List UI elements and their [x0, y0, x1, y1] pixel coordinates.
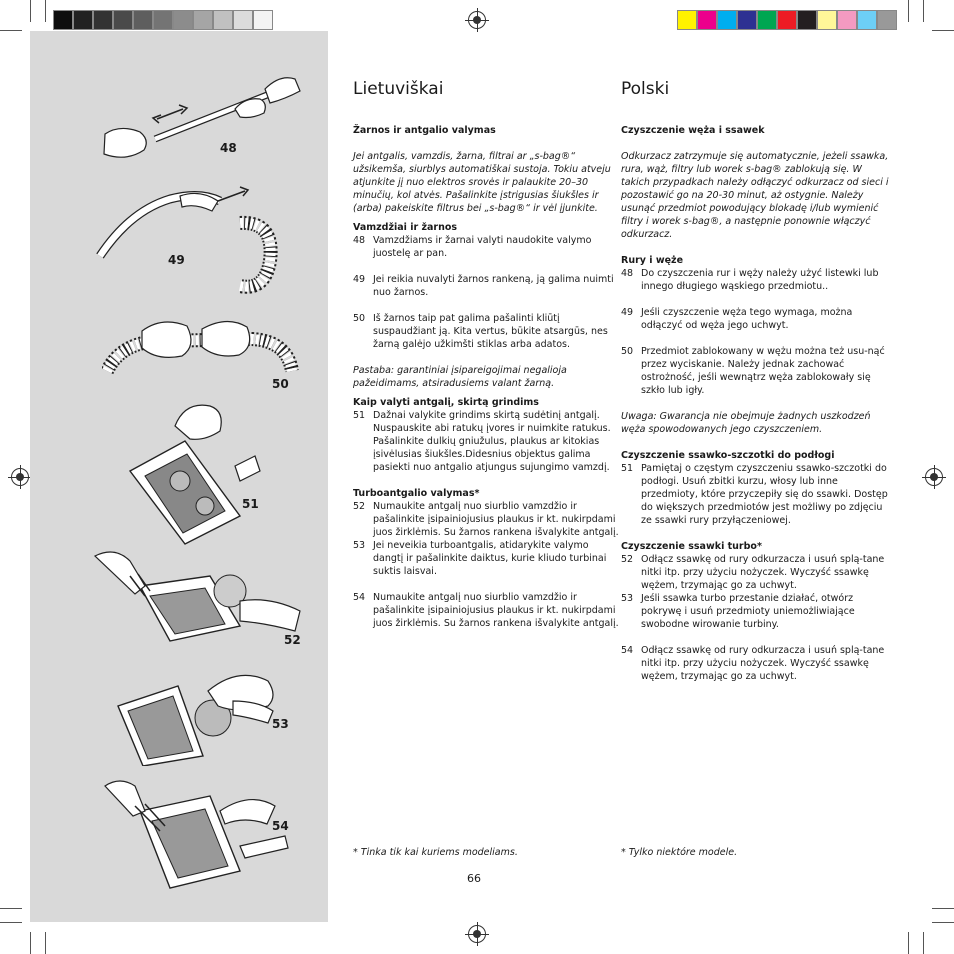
illustration-panel	[30, 31, 328, 922]
list-item: 53 Jeśli ssawka turbo przestanie działać, otwórz pokrywę i usuń przedmioty uniemożliwiające swobodne wirowanie turbiny.	[621, 593, 855, 630]
crop-mark	[30, 0, 31, 22]
crop-mark	[0, 908, 22, 909]
color-swatch	[777, 10, 797, 30]
crop-mark	[45, 932, 46, 954]
registration-mark-icon	[925, 468, 943, 486]
hose-squeeze-blockage-icon	[102, 311, 302, 381]
list-item: 54 Odłącz ssawkę od rury odkurzacza i usuń splą-tane nitki itp. przy użyciu nożyczek. Wyczyść ssawkę wężem, trzymając go za uchwyt.	[621, 645, 885, 682]
section-heading: Žarnos ir antgalio valymas	[353, 125, 496, 136]
footnote: * Tylko niektóre modele.	[621, 847, 738, 858]
crop-mark	[45, 0, 46, 22]
list-item: 51 Pamiętaj o częstym czyszczeniu ssawko-szczotki do podłogi. Usuń zbitki kurzu, włosy lub inne przedmioty, które przyczepiły się do ssawki. Dostęp do większych przedmiotów jest możliwy po zdjęciu ze ssawki rury przyłączeniowej.	[621, 463, 888, 526]
registration-mark-icon	[11, 468, 29, 486]
color-swatch	[697, 10, 717, 30]
color-swatch	[173, 10, 193, 30]
section-heading: Vamzdžiai ir žarnos	[353, 222, 458, 233]
crop-mark	[908, 932, 909, 954]
intro-paragraph: Odkurzacz zatrzymuje się automatycznie, jeżeli ssawka, rura, wąż, filtry lub worek s-bag® zablokują się. W takich przypadkach należy odłączyć odkurzacz od sieci i pozostawić go na 20-30 minut, aż ostygnie. Należy usunąć przedmiot powodujący blokadę i/lub wymienić filtry i worek s-bag®, a następnie ponownie włączyć odkurzacz.	[621, 151, 889, 240]
color-swatch	[153, 10, 173, 30]
polish-title: Polski	[621, 79, 670, 99]
intro-paragraph: Jei antgalis, vamzdis, žarna, filtrai ar „s-bag®“ užsikemša, siurblys automatiškai sustoja. Tokiu atveju atjunkite jį nuo elektros srovės ir palaukite 20–30 minučių, kol atvės. Pašalinkite įstrigusias šiukšles ir (arba) pakeiskite filtrus bei „s-bag®“ ir vėl įjunkite.	[353, 151, 611, 214]
hose-wand-pull-apart-icon	[95, 69, 335, 169]
color-swatch	[93, 10, 113, 30]
color-swatch	[213, 10, 233, 30]
registration-mark-icon	[468, 925, 486, 943]
figure-number-54: 54	[272, 819, 289, 833]
list-item: 48 Vamzdžiams ir žarnai valyti naudokite valymo juostelę ar pan.	[353, 235, 592, 259]
lithuanian-column	[353, 78, 621, 630]
note-paragraph: Pastaba: garantiniai įsipareigojimai negalioja pažeidimams, atsiradusiems valant žarną.	[353, 365, 567, 389]
color-swatch	[877, 10, 897, 30]
color-swatch	[817, 10, 837, 30]
color-swatch	[133, 10, 153, 30]
color-swatch	[757, 10, 777, 30]
list-item: 50 Iš žarnos taip pat galima pašalinti kliūtį suspaudžiant ją. Kita vertus, būkite atsargūs, nes žarną galėjo užkimšti stiklas arba adatos.	[353, 313, 608, 350]
crop-mark	[932, 908, 954, 909]
crop-mark	[0, 922, 22, 923]
color-swatch	[797, 10, 817, 30]
list-item: 52 Numaukite antgalį nuo siurblio vamzdžio ir pašalinkite įsipainiojusius plaukus ir kt. nukirpdami juos žirklėmis. Su žarnos rankena išvalykite antgalį.	[353, 501, 619, 538]
section-heading: Kaip valyti antgalį, skirtą grindims	[353, 397, 539, 408]
color-swatch	[53, 10, 73, 30]
list-item: 49 Jei reikia nuvalyti žarnos rankeną, ją galima nuimti nuo žarnos.	[353, 274, 614, 298]
crop-mark	[932, 922, 954, 923]
hose-handle-pull-apart-icon	[90, 181, 310, 301]
color-swatch	[233, 10, 253, 30]
color-swatch	[717, 10, 737, 30]
turbo-nozzle-scissors-icon	[100, 776, 290, 891]
page-number: 66	[467, 872, 481, 885]
color-swatch	[113, 10, 133, 30]
crop-mark	[0, 30, 22, 31]
list-item: 53 Jei neveikia turboantgalis, atidarykite valymo dangtį ir pašalinkite daiktus, kurie kliudo turbinai suktis laisvai.	[353, 540, 607, 577]
color-swatch	[837, 10, 857, 30]
section-heading: Czyszczenie ssawki turbo*	[621, 541, 762, 552]
figure-number-49: 49	[168, 253, 185, 267]
list-item: 48 Do czyszczenia rur i węży należy użyć listewki lub innego długiego wąskiego przedmiotu..	[621, 268, 879, 292]
section-heading: Rury i węże	[621, 255, 684, 266]
section-heading: Turboantgalio valymas*	[353, 488, 480, 499]
color-swatch	[857, 10, 877, 30]
color-swatch	[677, 10, 697, 30]
registration-mark-icon	[468, 11, 486, 29]
list-item: 50 Przedmiot zablokowany w wężu można też usu-nąć przez wyciskanie. Należy jednak zachować ostrożność, jeśli wewnątrz węża zablokowały się szkło lub igły.	[621, 346, 885, 396]
list-item: 49 Jeśli czyszczenie węża tego wymaga, można odłączyć od węża jego uchwyt.	[621, 307, 853, 331]
turbo-nozzle-clean-turbine-icon	[108, 656, 288, 766]
figure-number-53: 53	[272, 717, 289, 731]
color-swatch	[737, 10, 757, 30]
list-item: 54 Numaukite antgalį nuo siurblio vamzdžio ir pašalinkite įsipainiojusius plaukus ir kt. nukirpdami juos žirklėmis. Su žarnos rankena išvalykite antgalį.	[353, 592, 619, 629]
floor-nozzle-wheels-icon	[125, 396, 265, 546]
figure-number-50: 50	[272, 377, 289, 391]
list-item: 52 Odłącz ssawkę od rury odkurzacza i usuń splą-tane nitki itp. przy użyciu nożyczek. Wyczyść ssawkę wężem, trzymając go za uchwyt.	[621, 554, 885, 591]
section-heading: Czyszczenie ssawko-szczotki do podłogi	[621, 450, 835, 461]
crop-mark	[908, 0, 909, 22]
crop-mark	[923, 0, 924, 22]
cmyk-color-bar	[677, 10, 897, 30]
section-heading: Czyszczenie węża i ssawek	[621, 125, 765, 136]
crop-mark	[932, 30, 954, 31]
grayscale-color-bar	[53, 10, 273, 30]
note-paragraph: Uwaga: Gwarancja nie obejmuje żadnych uszkodzeń węża spowodowanych jego czyszczeniem.	[621, 411, 871, 435]
figure-number-52: 52	[284, 633, 301, 647]
figure-number-51: 51	[242, 497, 259, 511]
list-item: 51 Dažnai valykite grindims skirtą sudėtinį antgalį. Nuspauskite abi ratukų įvores ir nuimkite ratukus. Pašalinkite dulkių gniužulus, plaukus ar kitokias įsivėlusias šiukšles.Didesnius objektus galima pasiekti nuo antgalio atjungus sujungimo vamzdį.	[353, 410, 611, 473]
color-swatch	[253, 10, 273, 30]
crop-mark	[30, 932, 31, 954]
turbo-nozzle-cut-threads-icon	[90, 546, 305, 646]
color-swatch	[73, 10, 93, 30]
color-swatch	[193, 10, 213, 30]
figure-number-48: 48	[220, 141, 237, 155]
footnote: * Tinka tik kai kuriems modeliams.	[353, 847, 518, 858]
lithuanian-title: Lietuviškai	[353, 79, 444, 99]
polish-column	[621, 78, 889, 683]
crop-mark	[923, 932, 924, 954]
